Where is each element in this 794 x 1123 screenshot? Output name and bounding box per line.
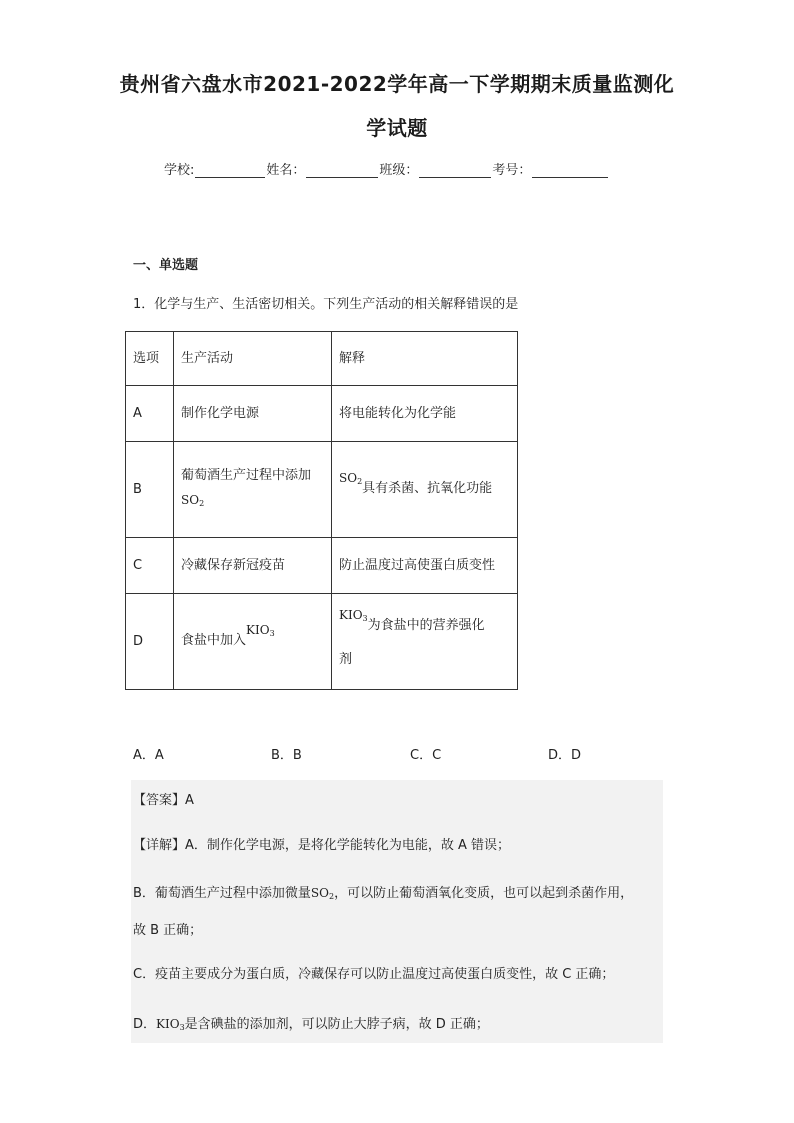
school-blank[interactable] [195,163,265,178]
explanation-text-line2: 剂 [339,651,353,667]
detail-d: D．$KIO_3$是含碘盐的添加剂，可以防止大脖子病，故 D 正确； [133,1017,489,1032]
activity-text: 葡萄酒生产过程中添加 [181,467,312,483]
student-info-line [164,159,609,178]
name-label: 姓名： [266,163,306,178]
section-heading: 一、单选题 [133,258,199,273]
class-blank[interactable] [419,163,491,178]
option-a[interactable]: A．A [133,748,164,763]
explanation-cell [332,594,518,690]
id-label: 考号： [492,163,532,178]
answer-label: 【答案】A [133,793,194,808]
chem-formula: $SO_2$ [310,886,335,901]
name-blank[interactable] [306,163,378,178]
option-d[interactable]: D．D [548,748,582,763]
option-b[interactable]: B．B [271,748,302,763]
option-c[interactable]: C．C [410,748,442,763]
option-cell: B [126,442,174,538]
detail-a: 【详解】A．制作化学电源，是将化学能转化为电能，故 A 错误； [133,838,511,853]
school-label: 学校: [164,163,195,178]
option-cell: A [126,386,174,442]
chem-formula: $KIO_3$ [246,622,275,638]
page-title-line2: 学试题 [366,116,428,140]
chem-formula: $SO_2$ [339,470,363,486]
explanation-text: 为食盐中的营养强化 [367,617,485,633]
detail-b-line2: 故 B 正确； [133,923,203,938]
table-row [126,442,518,538]
detail-c: C．疫苗主要成分为蛋白质，冷藏保存可以防止温度过高使蛋白质变性，故 C 正确； [133,967,615,982]
option-cell: C [126,538,174,594]
explanation-cell: 防止温度过高使蛋白质变性 [332,538,518,594]
header-cell-option: 选项 [126,332,174,386]
header-cell-activity: 生产活动 [174,332,332,386]
activity-cell [174,594,332,690]
explanation-text: 具有杀菌、抗氧化功能 [362,480,493,496]
detail-b: B．葡萄酒生产过程中添加微量$SO_2$，可以防止葡萄酒氧化变质，也可以起到杀菌作用， [133,886,634,901]
explanation-cell: 将电能转化为化学能 [332,386,518,442]
chem-formula: $KIO_3$ [156,1017,185,1032]
class-label: 班级： [379,163,419,178]
activity-cell [174,442,332,538]
answer-panel [131,780,663,1043]
activity-cell: 冷藏保存新冠疫苗 [174,538,332,594]
option-cell: D [126,594,174,690]
chem-formula: $KIO_3$ [339,607,368,623]
header-cell-explanation: 解释 [332,332,518,386]
question-table [125,331,518,690]
explanation-cell [332,442,518,538]
page-title-line1: 贵州省六盘水市2021-2022学年高一下学期期末质量监测化 [119,72,675,96]
activity-cell: 制作化学电源 [174,386,332,442]
table-row [126,386,518,442]
activity-text: 食盐中加入 [181,632,247,648]
chem-formula: $SO_2$ [181,492,205,508]
question-stem: 1．化学与生产、生活密切相关。下列生产活动的相关解释错误的是 [133,297,519,312]
table-header-row [126,332,518,386]
table-row [126,538,518,594]
id-blank[interactable] [532,163,608,178]
table-row [126,594,518,690]
